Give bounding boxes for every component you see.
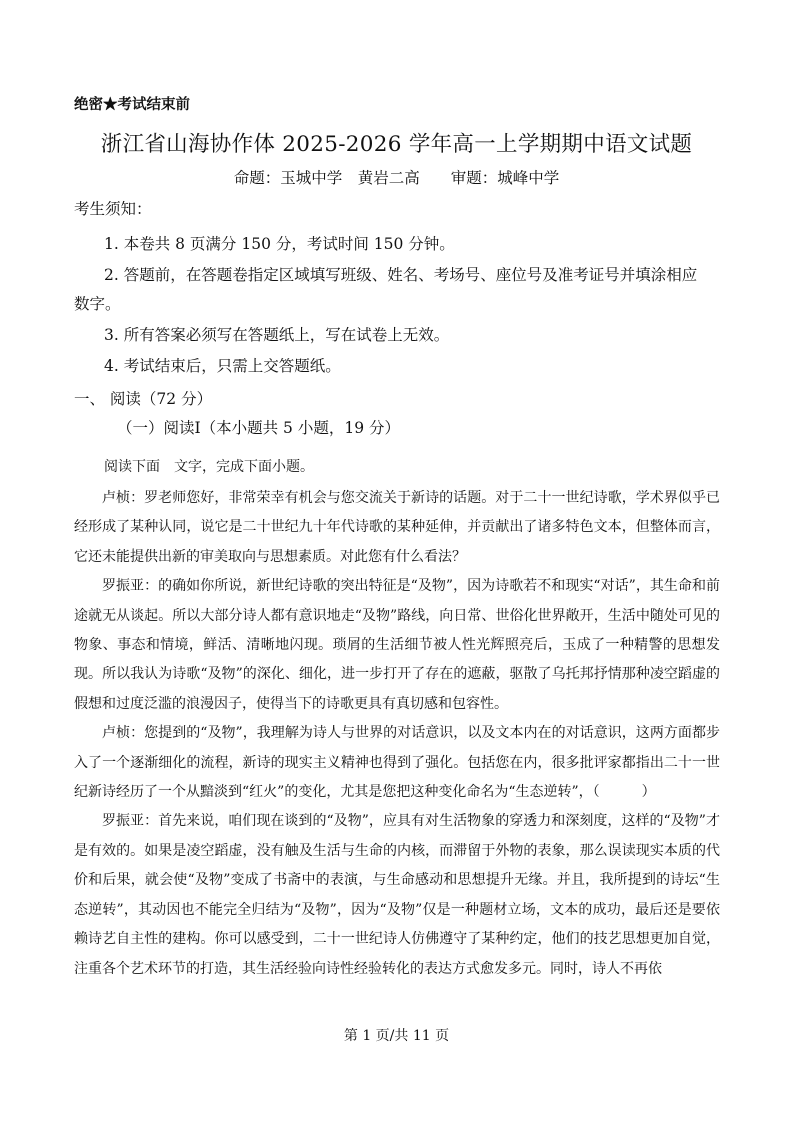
passage-paragraph-1: 卢桢：罗老师您好，非常荣幸有机会与您交流关于新诗的话题。对于二十一世纪诗歌，学术界似乎已经形成了某种认同，说它是二十世纪九十年代诗歌的某种延伸，并贡献出了诸多特色文本，但整体而言，它还未能提供出新的审美取向与思想素质。对此您有什么看法？ xyxy=(74,490,720,565)
reading-passage xyxy=(74,484,720,984)
notice-heading: 考生须知： xyxy=(74,200,152,218)
answer-blank-close: ） xyxy=(641,784,656,801)
notice-item-4: 4. 考试结束后，只需上交答题纸。 xyxy=(104,357,341,375)
page-number: 第 1 页/共 11 页 xyxy=(343,1028,450,1044)
passage-paragraph-3-text: 卢桢：您提到的“及物”，我理解为诗人与世界的对话意识，以及文本内在的对话意识，这两方面都步入了一个逐渐细化的流程，新诗的现实主义精神也得到了强化。包括您在内，很多批评家都指出二十一世纪新诗经历了一个从黯淡到“红火”的变化，尤其是您把这种变化命名为“生态逆转”，（ xyxy=(74,725,720,801)
notice-item-1: 1. 本卷共 8 页满分 150 分，考试时间 150 分钟。 xyxy=(104,235,455,253)
notice-item-2: 2. 答题前，在答题卷指定区域填写班级、姓名、考场号、座位号及准考证号并填涂相应 xyxy=(104,266,698,284)
exam-title: 浙江省山海协作体 2025-2026 学年高一上学期期中语文试题 xyxy=(100,132,693,157)
passage-paragraph-4: 罗振亚：首先来说，咱们现在谈到的“及物”，应具有对生活物象的穿透力和深刻度，这样的“及物”才是有效的。如果是凌空蹈虚，没有触及生活与生命的内核，而滞留于外物的表象，那么误读现实本质的代价和后果，就会使“及物”变成了书斋中的表演，与生命感动和思想提升无缘。并且，我所提到的诗坛“生态逆转”，其动因也不能完全归结为“及物”，因为“及物”仅是一种题材立场，文本的成功，最后还是要依赖诗艺自主性的建构。你可以感受到，二十一世纪诗人仿佛遵守了某种约定，他们的技艺思想更加自觉，注重各个艺术环节的打造，其生活经验向诗性经验转化的表达方式愈发多元。同时，诗人不再依 xyxy=(74,813,720,977)
reading-instruction: 阅读下面 文字，完成下面小题。 xyxy=(104,459,314,475)
passage-paragraph-2: 罗振亚：的确如你所说，新世纪诗歌的突出特征是“及物”，因为诗歌若不和现实“对话”，其生命和前途就无从谈起。所以大部分诗人都有意识地走“及物”路线，向日常、世俗化世界敞开，生活中随处可见的物象、事态和情境，鲜活、清晰地闪现。琐屑的生活细节被人性光辉照亮后，玉成了一种精警的思想发现。所以我认为诗歌“及物”的深化、细化，进一步打开了存在的遮蔽，驱散了乌托邦抒情那种凌空蹈虚的假想和过度泛滥的浪漫因子，使得当下的诗歌更具有真切感和包容性。 xyxy=(74,578,720,712)
exam-authors: 命题：玉城中学 黄岩二高 审题：城峰中学 xyxy=(233,169,560,187)
section-title: 一、 阅读（72 分） xyxy=(74,390,213,408)
passage-paragraph-3 xyxy=(74,719,720,807)
confidential-mark: 绝密★考试结束前 xyxy=(74,96,190,113)
subsection-title: （一）阅读Ⅰ（本小题共 5 小题，19 分） xyxy=(117,419,400,437)
notice-item-2-continued: 数字。 xyxy=(74,295,121,313)
notice-item-3: 3. 所有答案必须写在答题纸上，写在试卷上无效。 xyxy=(104,326,450,344)
